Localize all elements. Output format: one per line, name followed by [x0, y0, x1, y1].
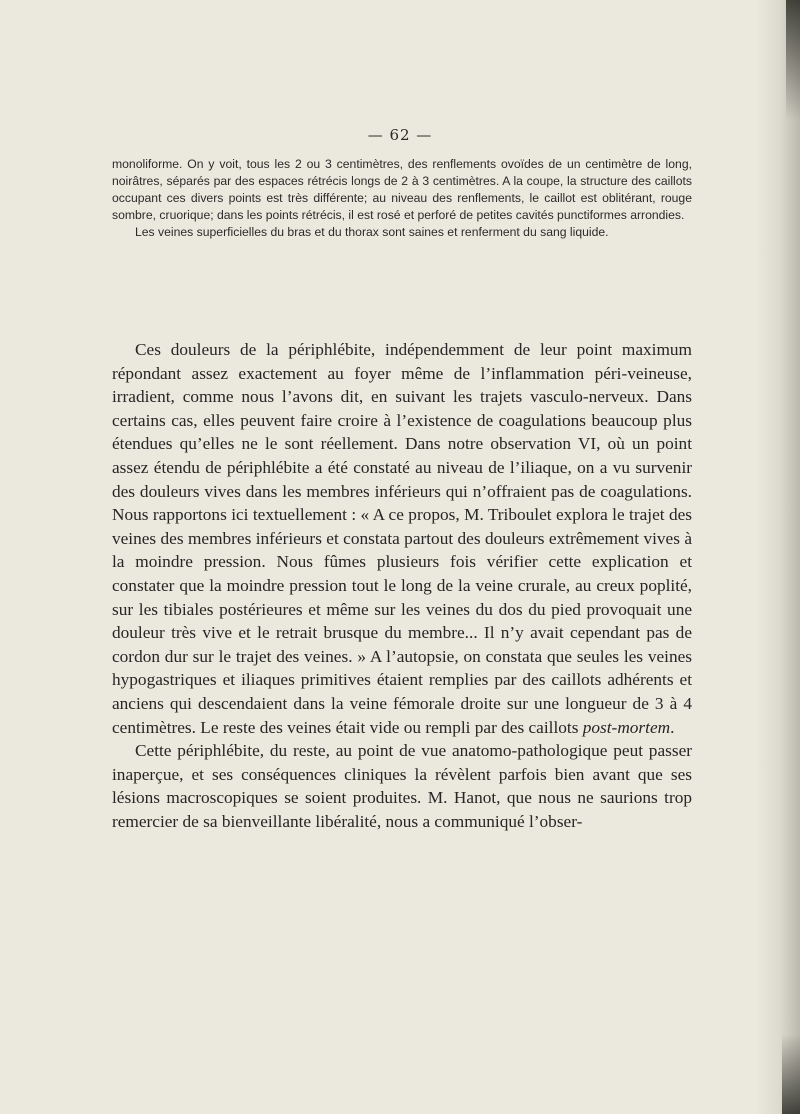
page-edge-dark-top — [786, 0, 800, 120]
main-paragraph-1 — [112, 338, 692, 739]
main-paragraph-1-text: Ces douleurs de la périphlébite, indépendemment de leur point maximum répondant assez exactement au foyer même de l’inflammation péri-veineuse, irradient, comme nous l’avons dit, en suivant les trajets vasculo-nerveux. Dans certains cas, elles peuvent faire croire à l’existence de coagulations beaucoup plus étendues qu’elles ne le sont réellement. Dans notre observation VI, où un point assez étendu de périphlébite a été constaté au niveau de l’iliaque, on a vu survenir des douleurs vives dans les membres inférieurs qui n’offraient pas de coagulations. Nous rapportons ici textuellement : « A ce propos, M. Triboulet explora le trajet des veines des membres inférieurs et constata partout des douleurs extrêmement vives à la moindre pression. Nous fûmes plusieurs fois vérifier cette explication et constater que la moindre pression tout le long de la veine crurale, au creux poplité, sur les tibiales postérieures et même sur les veines du dos du pied provoquait une douleur très vive et le retrait brusque du membre... Il n’y avait cependant pas de cordon dur sur le trajet des veines. » A l’autopsie, on constata que seules les veines hypogastriques et iliaques primitives étaient remplies par des caillots adhérents et anciens qui descendaient dans la veine fémorale droite sur une longueur de 3 à 4 centimètres. Le reste des veines était vide ou rempli par des caillots — [112, 340, 692, 737]
main-paragraph-2: Cette périphlébite, du reste, au point de vue anatomo-pathologique peut passer inaperçue, et ses conséquences cliniques la révèlent parfois bien avant que ses lésions macroscopiques se soient produites. M. Hanot, que nous ne saurions trop remercier de sa bienveillante libéralité, nous a communiqué l’obser- — [112, 741, 692, 831]
note-paragraph-1: monoliforme. On y voit, tous les 2 ou 3 centimètres, des renflements ovoïdes de un centimètre de long, noirâtres, séparés par des espaces rétrécis longs de 2 à 3 centimètres. A la coupe, la structure des caillots occupant ces divers points est très différente; au niveau des renflements, le caillot est oblitérant, rouge sombre, cruorique; dans les points rétrécis, il est rosé et perforé de petites cavités punctiformes arrondies. — [112, 157, 692, 222]
page-number: — 62 — — [367, 126, 433, 144]
main-paragraph-1-italic: post-mortem — [582, 717, 671, 737]
main-text — [112, 338, 692, 833]
page-edge-dark-bottom — [782, 1034, 800, 1114]
main-paragraph-1-end: . — [670, 717, 675, 737]
page-edge-shadow — [755, 0, 800, 1114]
footnote-block — [112, 156, 692, 241]
note-paragraph-2: Les veines superficielles du bras et du thorax sont saines et renferment du sang liquide. — [135, 225, 609, 239]
